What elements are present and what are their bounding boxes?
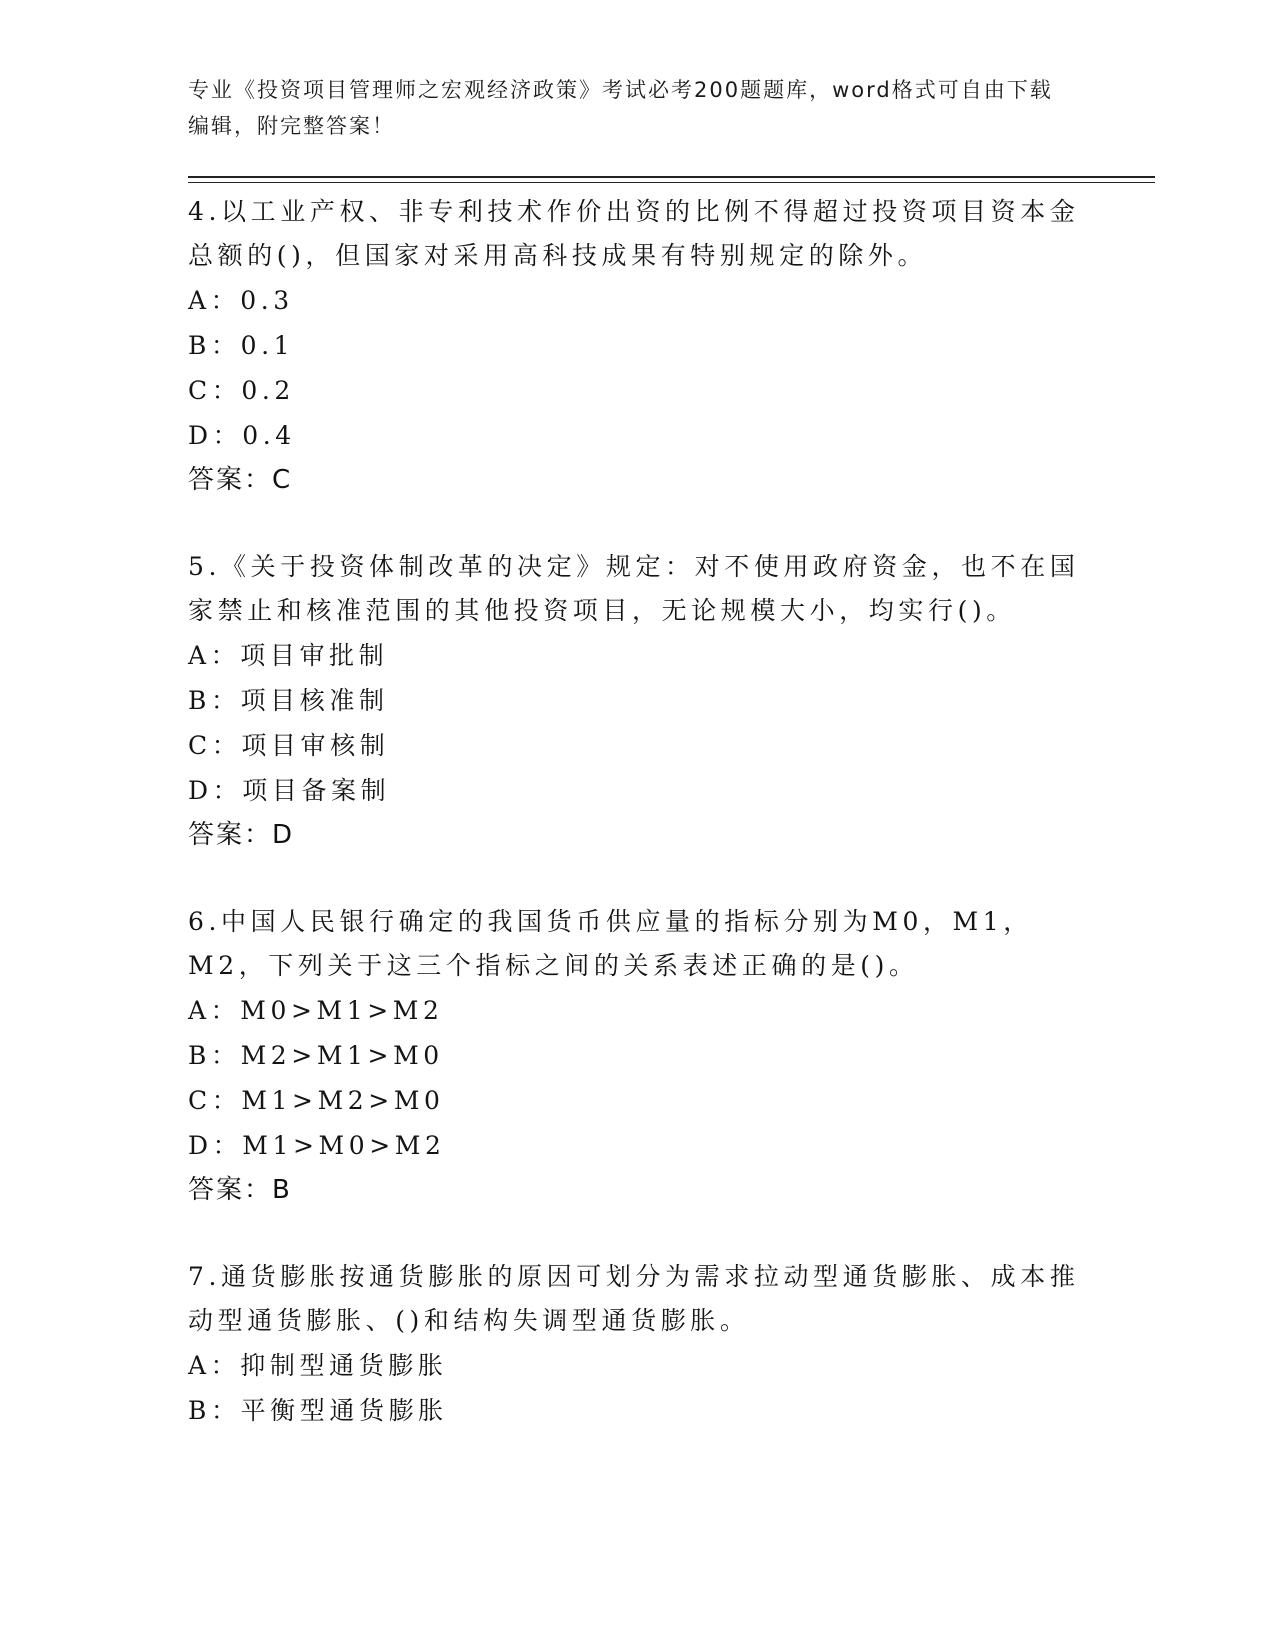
question-stem: 4.以工业产权、非专利技术作价出资的比例不得超过投资项目资本金总额的()，但国家对采用高科技成果有特别规定的除外。 xyxy=(188,197,1080,270)
option-d: D：项目备案制 xyxy=(188,776,391,805)
question-stem: 5.《关于投资体制改革的决定》规定：对不使用政府资金，也不在国家禁止和核准范围的其他投资项目，无论规模大小，均实行()。 xyxy=(188,552,1080,625)
question-list xyxy=(188,190,1088,1476)
question-stem: 7.通货膨胀按通货膨胀的原因可划分为需求拉动型通货膨胀、成本推动型通货膨胀、()和结构失调型通货膨胀。 xyxy=(188,1262,1080,1335)
header-divider-thick xyxy=(188,176,1155,178)
answer-line: 答案：D xyxy=(188,820,295,850)
option-b: B：M2>M1>M0 xyxy=(188,1041,444,1070)
question-5 xyxy=(188,545,1088,857)
option-a: A：M0>M1>M2 xyxy=(188,996,444,1025)
question-stem: 6.中国人民银行确定的我国货币供应量的指标分别为M0，M1，M2，下列关于这三个指标之间的关系表述正确的是()。 xyxy=(188,907,1033,980)
option-c: C：项目审核制 xyxy=(188,731,390,760)
answer-line: 答案：B xyxy=(188,1175,292,1205)
option-b: B：0.1 xyxy=(188,331,295,360)
option-b: B：项目核准制 xyxy=(188,686,389,715)
option-a: A：0.3 xyxy=(188,286,294,315)
option-c: C：M1>M2>M0 xyxy=(188,1086,445,1115)
option-a: A：抑制型通货膨胀 xyxy=(188,1351,448,1380)
question-6 xyxy=(188,900,1088,1212)
option-a: A：项目审批制 xyxy=(188,641,389,670)
question-4 xyxy=(188,190,1088,502)
option-d: D：0.4 xyxy=(188,421,296,450)
option-d: D：M1>M0>M2 xyxy=(188,1131,446,1160)
document-header: 专业《投资项目管理师之宏观经济政策》考试必考200题题库，word格式可自由下载编辑，附完整答案！ xyxy=(188,78,1053,138)
question-7 xyxy=(188,1255,1088,1433)
option-b: B：平衡型通货膨胀 xyxy=(188,1396,448,1425)
header-divider-thin xyxy=(188,182,1155,183)
option-c: C：0.2 xyxy=(188,376,295,405)
answer-line: 答案：C xyxy=(188,465,293,495)
